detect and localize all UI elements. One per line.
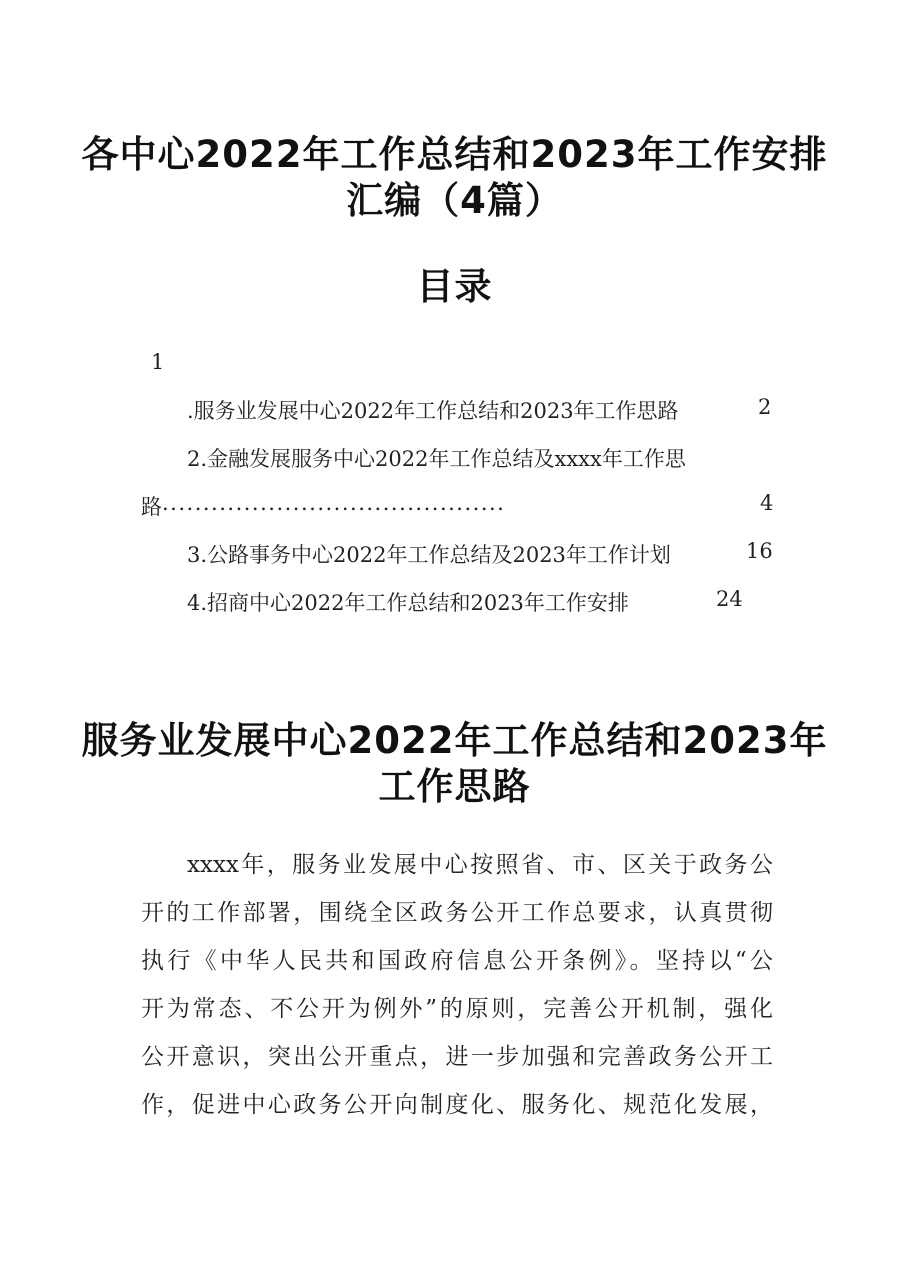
toc-dot-leader: .......................................... bbox=[162, 491, 506, 515]
paragraph-line: 执行《中华人民共和国政府信息公开条例》。坚持以“公 bbox=[141, 948, 773, 974]
toc-item2-page: 4 bbox=[760, 491, 774, 515]
paragraph-line: 开为常态、不公开为例外”的原则，完善公开机制，强化 bbox=[141, 996, 773, 1022]
paragraph-line: 开的工作部署，围绕全区政务公开工作总要求，认真贯彻 bbox=[141, 900, 773, 926]
paragraph-line: xxxx年，服务业发展中心按照省、市、区关于政务公 bbox=[187, 852, 773, 878]
toc-item4-page: 24 bbox=[716, 587, 743, 611]
toc-item2-link-cont[interactable]: 路 bbox=[141, 495, 162, 519]
toc-heading: 目录 bbox=[416, 265, 493, 308]
toc-item4-link[interactable]: 4.招商中心2022年工作总结和2023年工作安排 bbox=[187, 591, 629, 615]
toc-item1-number: 1 bbox=[151, 350, 165, 374]
section1-heading-line1: 服务业发展中心2022年工作总结和2023年 bbox=[81, 719, 828, 762]
toc-item3-link[interactable]: 3.公路事务中心2022年工作总结及2023年工作计划 bbox=[187, 543, 671, 567]
toc-item1-page: 2 bbox=[758, 395, 772, 419]
toc-item2-link[interactable]: 2.金融发展服务中心2022年工作总结及xxxx年工作思 bbox=[187, 447, 686, 471]
paragraph-line: 作，促进中心政务公开向制度化、服务化、规范化发展， bbox=[141, 1092, 773, 1118]
document-title-line2: 汇编（4篇） bbox=[346, 179, 563, 222]
toc-item3-page: 16 bbox=[746, 539, 773, 563]
paragraph-line: 公开意识，突出公开重点，进一步加强和完善政务公开工 bbox=[141, 1044, 773, 1070]
toc-item1-link[interactable]: .服务业发展中心2022年工作总结和2023年工作思路 bbox=[187, 399, 679, 423]
document-title-line1: 各中心2022年工作总结和2023年工作安排 bbox=[81, 133, 828, 176]
section1-heading-line2: 工作思路 bbox=[378, 765, 531, 808]
